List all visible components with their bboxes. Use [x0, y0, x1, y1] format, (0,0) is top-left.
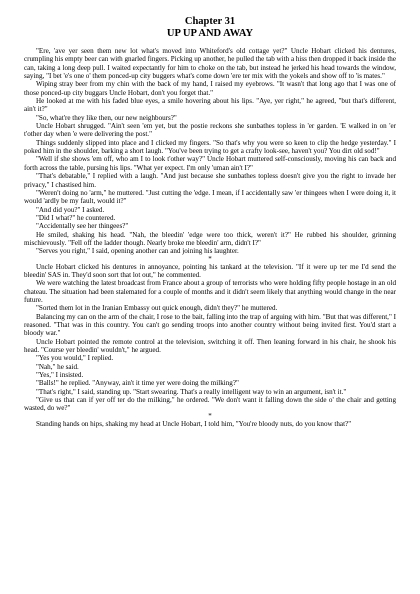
paragraph: "Balls!" he replied. "Anyway, ain't it time yer were doing the milking?": [36, 379, 239, 388]
paragraph: "Nah," he said.: [36, 362, 79, 371]
paragraph: "Accidentally see her thingees?": [36, 222, 129, 231]
paragraph: He smiled, shaking his head. "Nah, the bleedin' 'edge were too thick, weren't it?" He rubbed his shoulder, grinning mischievously. "Fell off the ladder though. Nearly broke me bleedin' arm, didn't I?": [24, 230, 396, 247]
chapter-title: UP UP AND AWAY: [166, 27, 254, 39]
paragraph: "So, what're they like then, our new neighbours?": [36, 113, 177, 122]
paragraph: "Ere, 'ave yer seen them new lot what's moved into Whiteford's old cottage yet?" Uncle Hobart clicked his dentures, crumpling his empty beer can with gnarled fingers. Picking up another, he pulled the tab with a hiss then dropped it back inside the can, taking a long deep pull. I waited expectantly for him to choke on the tab, but instead he jerked his head towards the window, saying, "I bet 'e's one o' them ponced-up city buggers what's come down 'ere ter mix with the yokels and show off to 'is mates.": [24, 47, 396, 81]
paragraph: "Did I what?" he countered.: [36, 213, 116, 222]
paragraph: "Serves you right," I said, opening another can and joining his laughter.: [36, 247, 239, 256]
chapter-body: [24, 47, 396, 428]
paragraph: "Yes you would," I replied.: [36, 354, 114, 363]
paragraph: Wiping stray beer from my chin with the back of my hand, I raised my eyebrows. "It wasn't that long ago that I was one of those ponced-up city buggars Uncle Hobart, don't you forget that.": [24, 80, 396, 97]
paragraph: Balancing my can on the arm of the chair, I rose to the bait, falling into the trap of arguing with him. "But that was different," I reasoned. "That was in this country. You can't go sending troops into another country without being invited first. You'd start a bloody war.": [24, 312, 396, 338]
paragraph: "Yes," I insisted.: [36, 371, 84, 380]
chapter-heading: [24, 16, 396, 39]
paragraph: "That's debatable," I replied with a laugh. "And just because she sunbathes topless doesn't give you the right to invade her privacy," I chastised him.: [24, 172, 396, 189]
scene-separator: *: [208, 254, 212, 263]
paragraph: "Weren't doing no 'arm," he muttered. "Just cutting the 'edge. I mean, if I accidentally saw 'er thingees when I were doing it, it would 'ardly be my fault, would it?": [24, 188, 396, 206]
paragraph: Things suddenly slipped into place and I clicked my fingers. "So that's why you were so keen to clip the hedge yesterday." I poked him in the shoulder, barking a short laugh. "You've been trying to get a crafty look-see, haven't you? You dirt old sod!": [24, 138, 396, 156]
chapter-number: Chapter 31: [184, 16, 236, 27]
paragraph: "Sorted them lot in the Iranian Embassy out quick enough, didn't they?" he muttered.: [36, 304, 278, 313]
paragraph: We were watching the latest broadcast from France about a group of terrorists who were holding fifty people hostage in an old chateau. The situation had been stalemated for a couple of months and it didn't seem likely that anything would change in the near future.: [24, 279, 396, 304]
paragraph: "Well if she shows 'em off, who am I to look t'other way?" Uncle Hobart muttered self-consciously, moving his can back and forth across the table, pursing his lips. "What yer expect. I'm only 'uman ain't I?": [24, 155, 396, 172]
paragraph: Uncle Hobart pointed the remote control at the television, switching it off. Then leaning forward in his chair, he shook his head. "Course yer bleedin' wouldn't," he argued.: [24, 337, 396, 355]
paragraph: "Give us that can if yer off ter do the milking," he ordered. "We don't want it falling down the side o' the chair and getting wasted, do we?": [24, 396, 396, 413]
paragraph: Uncle Hobart clicked his dentures in annoyance, pointing his tankard at the television. "If it were up ter me I'd send the bleedin' SAS in. They'd soon sort that lot out," he commented.: [24, 262, 396, 279]
paragraph: Uncle Hobart shrugged. "Ain't seen 'em yet, but the postie reckons she sunbathes topless in 'er garden. 'E walked in on 'er t'other day when 'e were delivering the post.": [24, 122, 396, 139]
paragraph: Standing hands on hips, shaking my head at Uncle Hobart, I told him, "You're bloody nuts, do you know that?": [36, 419, 352, 428]
paragraph: "And did you?" I asked.: [36, 205, 105, 214]
paragraph: "That's right," I said, standing up. "Start swearing. That's a really intelligent way to win an argument, isn't it.": [36, 387, 347, 396]
scene-separator: *: [208, 411, 212, 420]
paragraph: He looked at me with his faded blue eyes, a smile hovering about his lips. "Aye, yer right," he agreed, "but that's different, ain't it?": [24, 97, 396, 114]
